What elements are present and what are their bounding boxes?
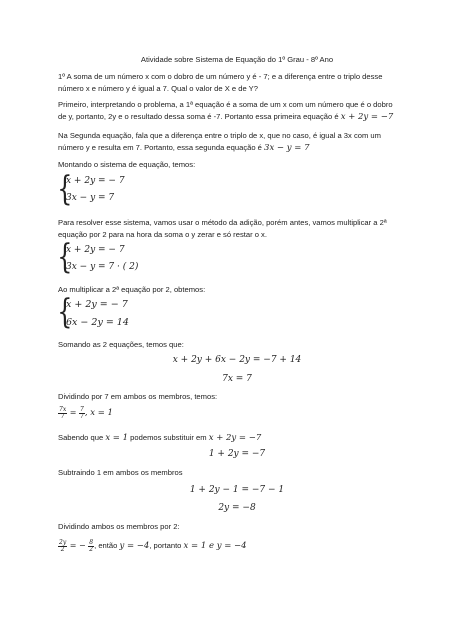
page-title: Atividade sobre Sistema de Equação do 1º Grau - 8º Ano (140, 55, 334, 64)
equation-1-inline: x + 2y = −7 (340, 112, 394, 122)
fraction-7-over-7: $\frac{7}{7}$ (80, 405, 84, 420)
subtraindo-text: Subtraindo 1 em ambos os membros (58, 468, 183, 477)
subtract-result: 2y = −8 (218, 503, 256, 513)
dividindo-por-2-text: Dividindo ambos os membros por 2: (58, 522, 180, 531)
system-2-equation-1: x + 2y = − 7 (66, 245, 125, 255)
sabendo-math-1: x = 1 (105, 433, 129, 443)
sum-result: 7x = 7 (222, 374, 252, 384)
paragraph-2-line-2 (58, 142, 310, 154)
fraction-line-x: $\frac{7x}{7}$ = $\frac{7}{7}$ , x = 1 (59, 405, 113, 420)
paragraph-3-line-1: Para resolver esse sistema, vamos usar o método da adição, porém antes, vamos multiplicar a 2ª (58, 218, 387, 227)
paragraph-1-line-1: Primeiro, interpretando o problema, a 1ª equação é a soma de um x com um número que é o dobro (58, 100, 393, 109)
system-2-brace: { (57, 237, 73, 277)
montando-heading: Montando o sistema de equação, temos: (58, 160, 196, 169)
problem-statement-line-1: 1º A soma de um número x com o dobro de um número y é - 7; e a diferença entre o triplo desse (58, 72, 383, 81)
problem-statement-line-2: número x e número y é igual a 7. Qual o valor de X e de Y? (58, 84, 258, 93)
final-line: $\frac{2y}{2}$ = − $\frac{8}{2}$ , então y = −4, portanto x = 1 e y = −4 (59, 538, 247, 553)
substitution-equation: 1 + 2y = −7 (208, 449, 266, 459)
x-result: , x = 1 (84, 408, 113, 418)
fraction-2y-over-2: $\frac{2y}{2}$ (59, 538, 67, 553)
system-1-equation-2: 3x − y = 7 (66, 193, 115, 203)
system-1-equation-1: x + 2y = − 7 (66, 176, 125, 186)
final-math-solution: x = 1 e y = −4 (183, 541, 247, 551)
paragraph-3-line-2: equação por 2 para na hora da soma o y zerar e só restar o x. (58, 230, 267, 239)
paragraph-1-line-2 (58, 111, 393, 123)
paragraph-1-text: de y, portanto, 2y e o resultado dessa soma é -7. Portanto essa primeira equação é (58, 112, 339, 121)
ao-multiplicar-text: Ao multiplicar a 2ª equação por 2, obtemos: (58, 285, 206, 294)
paragraph-2-text: número y e resulta em 7. Portanto, essa segunda equação é (58, 143, 262, 152)
system-3-equation-1: x + 2y = − 7 (66, 299, 128, 310)
sabendo-math-2: x + 2y = −7 (208, 433, 262, 443)
final-math-y: y = −4 (119, 541, 150, 551)
fraction-8-over-2: $\frac{8}{2}$ (89, 538, 94, 553)
system-1-brace: { (57, 169, 73, 209)
fraction-7x-over-7: $\frac{7x}{7}$ (59, 405, 67, 420)
sabendo-line: Sabendo que x = 1 podemos substituir em x + 2y = −7 (58, 433, 262, 443)
system-3-equation-2: 6x − 2y = 14 (66, 317, 129, 328)
dividindo-por-7-text: Dividindo por 7 em ambos os membros, temos: (58, 392, 218, 401)
paragraph-2-line-1: Na Segunda equação, fala que a diferença entre o triplo de x, que no caso, é igual a 3x com um (58, 131, 381, 140)
sum-equation: x + 2y + 6x − 2y = −7 + 14 (172, 355, 302, 365)
subtract-equation: 1 + 2y − 1 = −7 − 1 (189, 485, 285, 495)
somando-text: Somando as 2 equações, temos que: (58, 340, 184, 349)
system-2-equation-2: 3x − y = 7 · ( 2) (66, 262, 139, 272)
system-3-brace: { (57, 292, 73, 332)
equation-2-inline: 3x − y = 7 (264, 143, 310, 153)
